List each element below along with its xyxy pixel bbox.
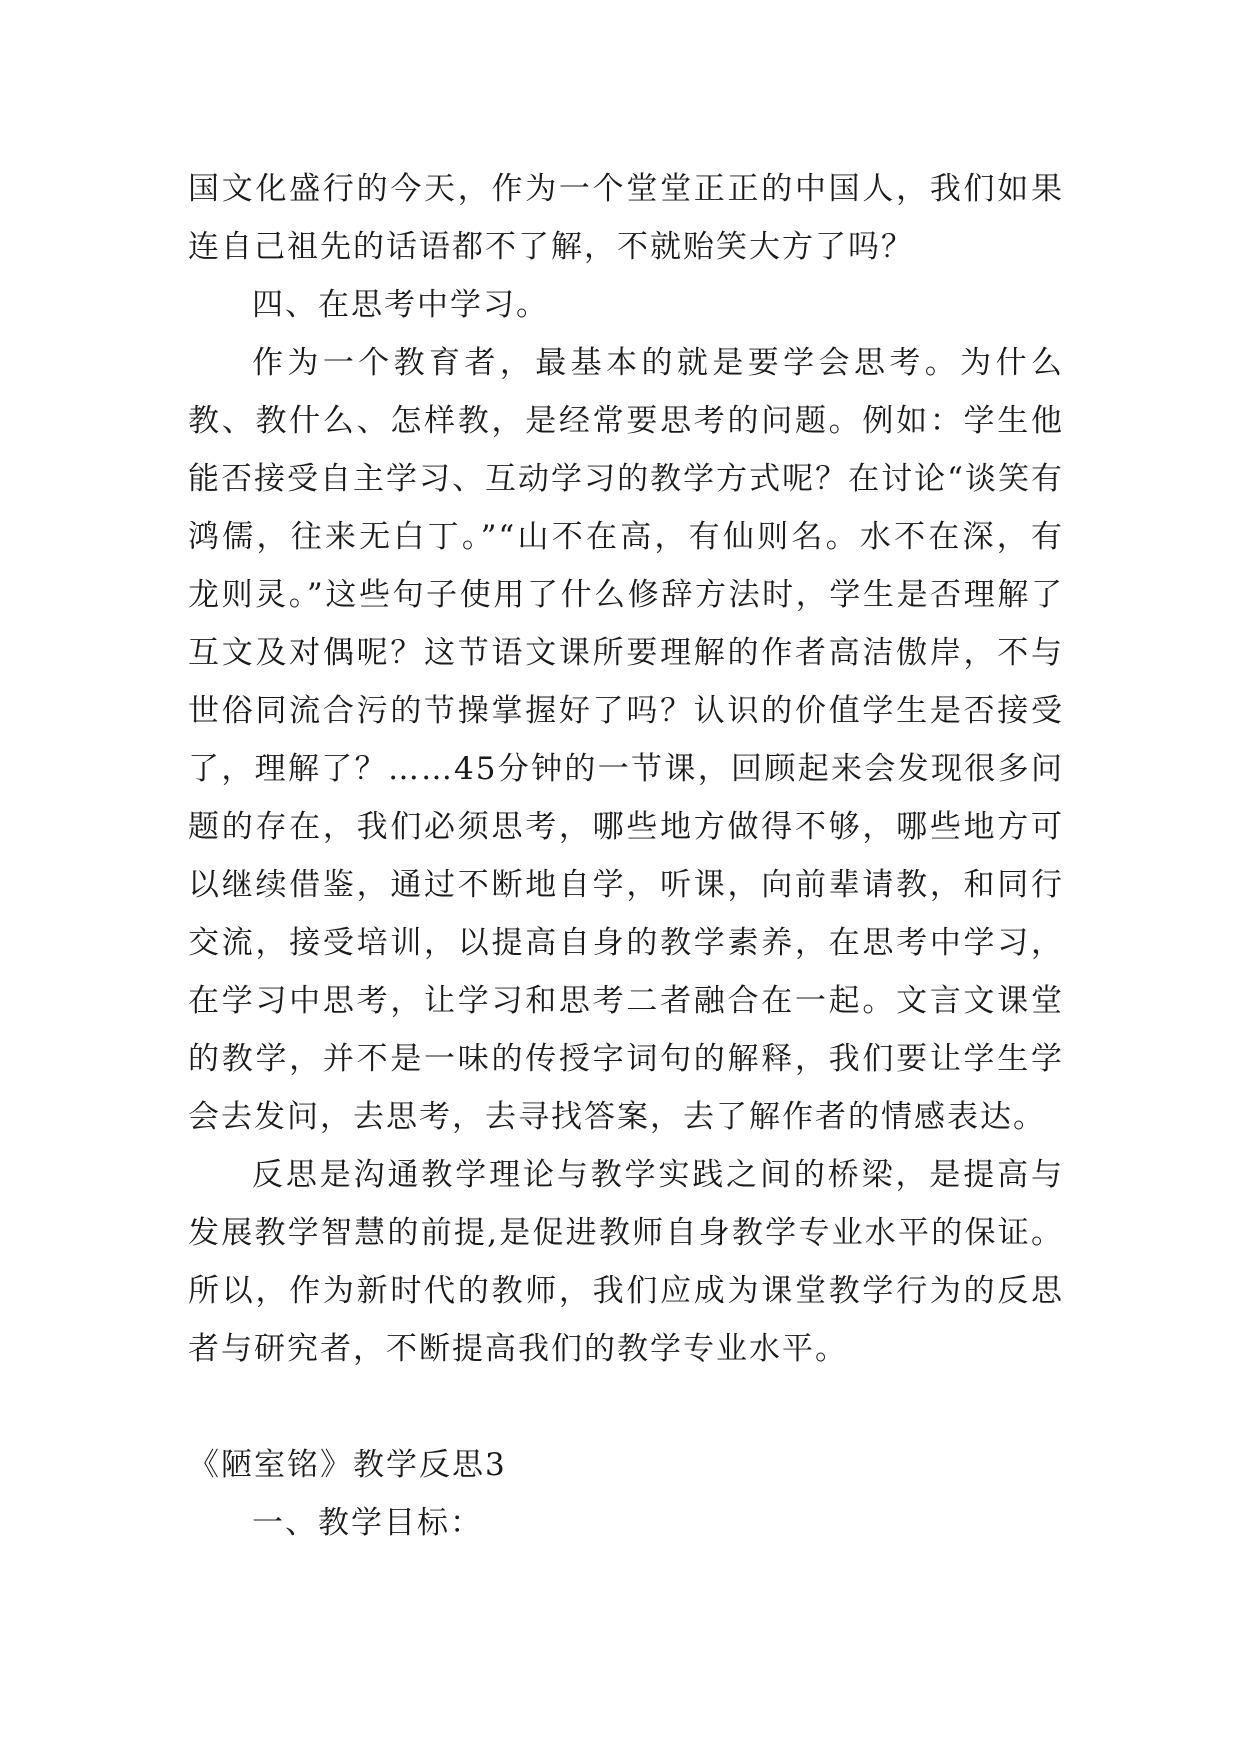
section-title: 《陋室铭》教学反思3	[188, 1447, 507, 1483]
paragraph-thinking: 作为一个教育者，最基本的就是要学会思考。为什么教、教什么、怎样教，是经常要思考的问题。例如：学生他能否接受自主学习、互动学习的教学方式呢？在讨论“谈笑有鸿儒，往来无白丁。”“山不在高，有仙则名。水不在深，有龙则灵。”这些句子使用了什么修辞方法时，学生是否理解了互文及对偶呢？这节语文课所要理解的作者高洁傲岸，不与世俗同流合污的节操掌握好了吗？认识的价值学生是否接受了，理解了？……45分钟的一节课，回顾起来会发现很多问题的存在，我们必须思考，哪些地方做得不够，哪些地方可以继续借鉴，通过不断地自学，听课，向前辈请教，和同行交流，接受培训，以提高自身的教学素养，在思考中学习，在学习中思考，让学习和思考二者融合在一起。文言文课堂的教学，并不是一味的传授字词句的解释，我们要让学生学会去发问，去思考，去寻找答案，去了解作者的情感表达。	[188, 345, 1064, 1135]
paragraph-heading-four: 四、在思考中学习。	[252, 287, 549, 323]
paragraph-continuation: 国文化盛行的今天，作为一个堂堂正正的中国人，我们如果连自己祖先的话语都不了解，不就贻笑大方了吗？	[188, 171, 1064, 265]
section-spacer	[188, 1378, 1064, 1436]
paragraph-teaching-goals: 一、教学目标：	[252, 1505, 483, 1541]
paragraph-reflection: 反思是沟通教学理论与教学实践之间的桥梁，是提高与发展教学智慧的前提,是促进教师自身教学专业水平的保证。所以，作为新时代的教师，我们应成为课堂教学行为的反思者与研究者，不断提高我们的教学专业水平。	[188, 1157, 1064, 1367]
document-body	[188, 160, 1064, 1552]
